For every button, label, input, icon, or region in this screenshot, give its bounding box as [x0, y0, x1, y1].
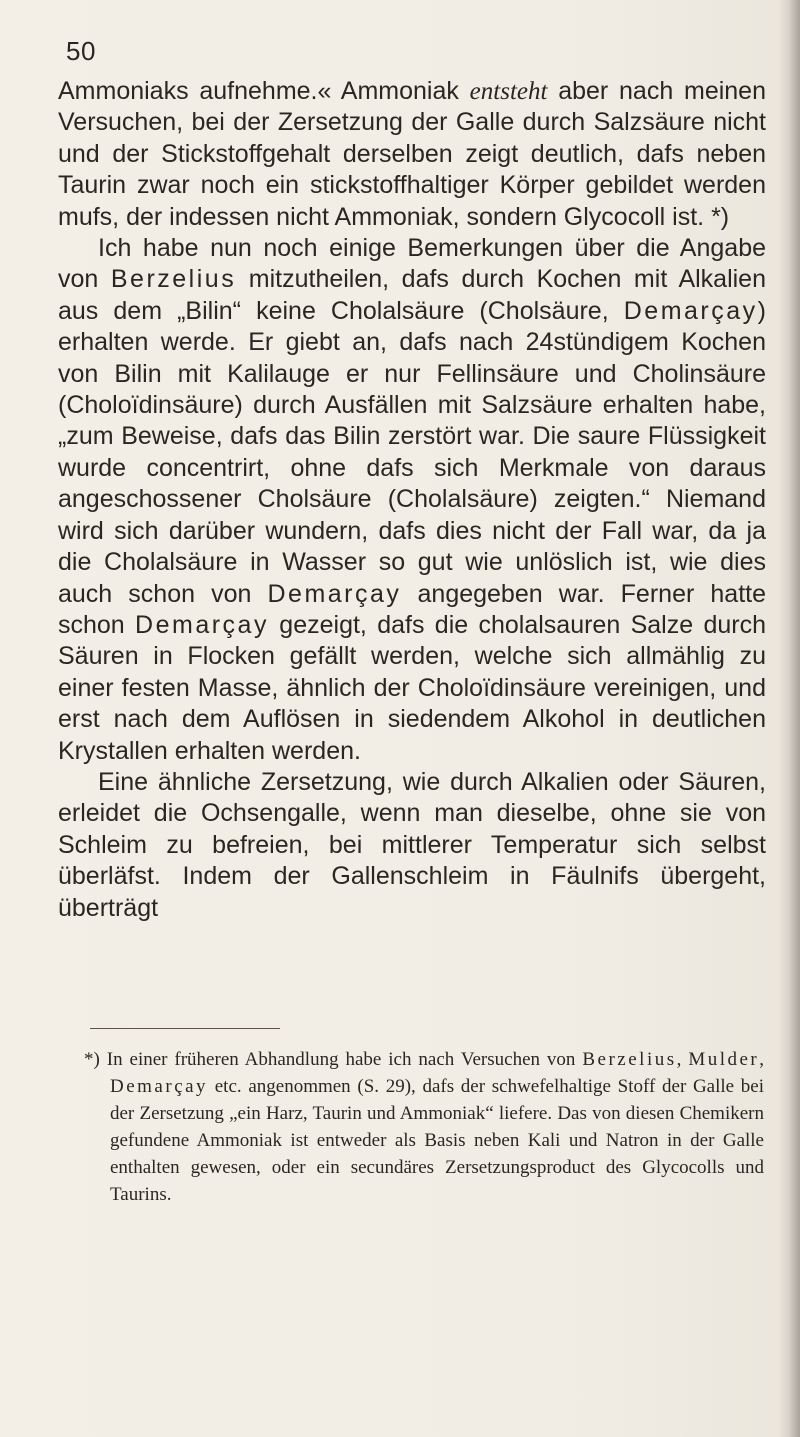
main-text — [58, 76, 766, 924]
name-demarcay: Demarçay — [135, 610, 269, 639]
footnote-name-mulder: Mulder — [688, 1049, 760, 1070]
paragraph-2-part-b: mitzutheilen, dafs durch Kochen mit Alkalien aus dem „Bilin“ keine Cholalsäure (Cholsäure, — [58, 265, 766, 325]
emphasis-entsteht: entsteht — [469, 78, 548, 105]
paragraph-2 — [58, 233, 766, 767]
footnote-divider — [90, 1028, 280, 1029]
footnote — [84, 1046, 764, 1208]
paragraph-2-part-e: gezeigt, dafs die cholalsauren Salze durch Säuren in Flocken gefällt werden, welche sich allmählig zu einer festen Masse, ähnlich der Choloïdinsäure vereinigen, und erst nach dem Auflösen in siedendem Alkohol in deutlichen Krystallen erhalten werden. — [58, 610, 766, 765]
footnote-text — [84, 1046, 764, 1208]
page-number: 50 — [66, 36, 96, 66]
footnote-part-b: etc. angenommen (S. 29), dafs der schwefelhaltige Stoff der Galle bei der Zersetzung „ein Harz, Taurin und Ammoniak“ liefere. Das von diesen Chemikern gefundene Ammoniak ist entweder als Basis neben Kali und Natron in der Galle enthalten gewesen, oder ein secundäres Zersetzungsproduct des Glycocolls und Taurins. — [110, 1076, 764, 1205]
name-demarcay: Demarçay — [267, 579, 402, 608]
footnote-separator: , — [676, 1049, 689, 1070]
paragraph-2-part-a: Ich habe nun noch einige Bemerkungen über die Angabe von — [58, 234, 766, 294]
footnote-name-berzelius: Berzelius — [582, 1049, 677, 1070]
paragraph-1 — [58, 76, 766, 233]
name-demarcay: Demarçay — [623, 296, 758, 325]
paragraph-1-part-b: aber nach meinen Versuchen, bei der Zersetzung der Galle durch Salzsäure nicht und der Stickstoffgehalt derselben zeigt deutlich, dafs neben Taurin zwar noch ein stickstoffhaltiger Körper gebildet werden mufs, der indessen nicht Ammoniak, sondern Glycocoll ist. *) — [58, 77, 766, 231]
name-berzelius: Berzelius — [110, 265, 237, 294]
footnote-separator: , — [759, 1049, 764, 1070]
paragraph-1-part-a: Ammoniaks aufnehme.« Ammoniak — [58, 77, 470, 105]
paragraph-2-part-c: ) erhalten werde. Er giebt an, dafs nach 24stündigem Kochen von Bilin mit Kalilauge er nur Fellinsäure und Cholinsäure (Choloïdinsäure) durch Ausfällen mit Salzsäure erhalten habe, „zum Beweise, dafs das Bilin zerstört war. Die saure Flüssigkeit wurde concentrirt, ohne dafs sich Merkmale von daraus angeschossener Cholsäure (Cholalsäure) zeigten.“ Niemand wird sich darüber wundern, dafs dies nicht der Fall war, da ja die Cholalsäure in Wasser so gut wie unlöslich ist, wie dies auch schon von — [58, 296, 766, 608]
footnote-name-demarcay: Demarçay — [110, 1076, 209, 1097]
paragraph-3: Eine ähnliche Zersetzung, wie durch Alkalien oder Säuren, erleidet die Ochsengalle, wenn man dieselbe, ohne sie von Schleim zu befreien, bei mittlerer Temperatur sich selbst überläfst. Indem der Gallenschleim in Fäulnifs übergeht, überträgt — [58, 767, 766, 922]
paragraph-2-part-d: angegeben war. Ferner hatte schon — [58, 579, 766, 639]
footnote-part-a: *) In einer früheren Abhandlung habe ich nach Versuchen von — [84, 1049, 583, 1070]
page-binding-shadow — [778, 0, 800, 1437]
